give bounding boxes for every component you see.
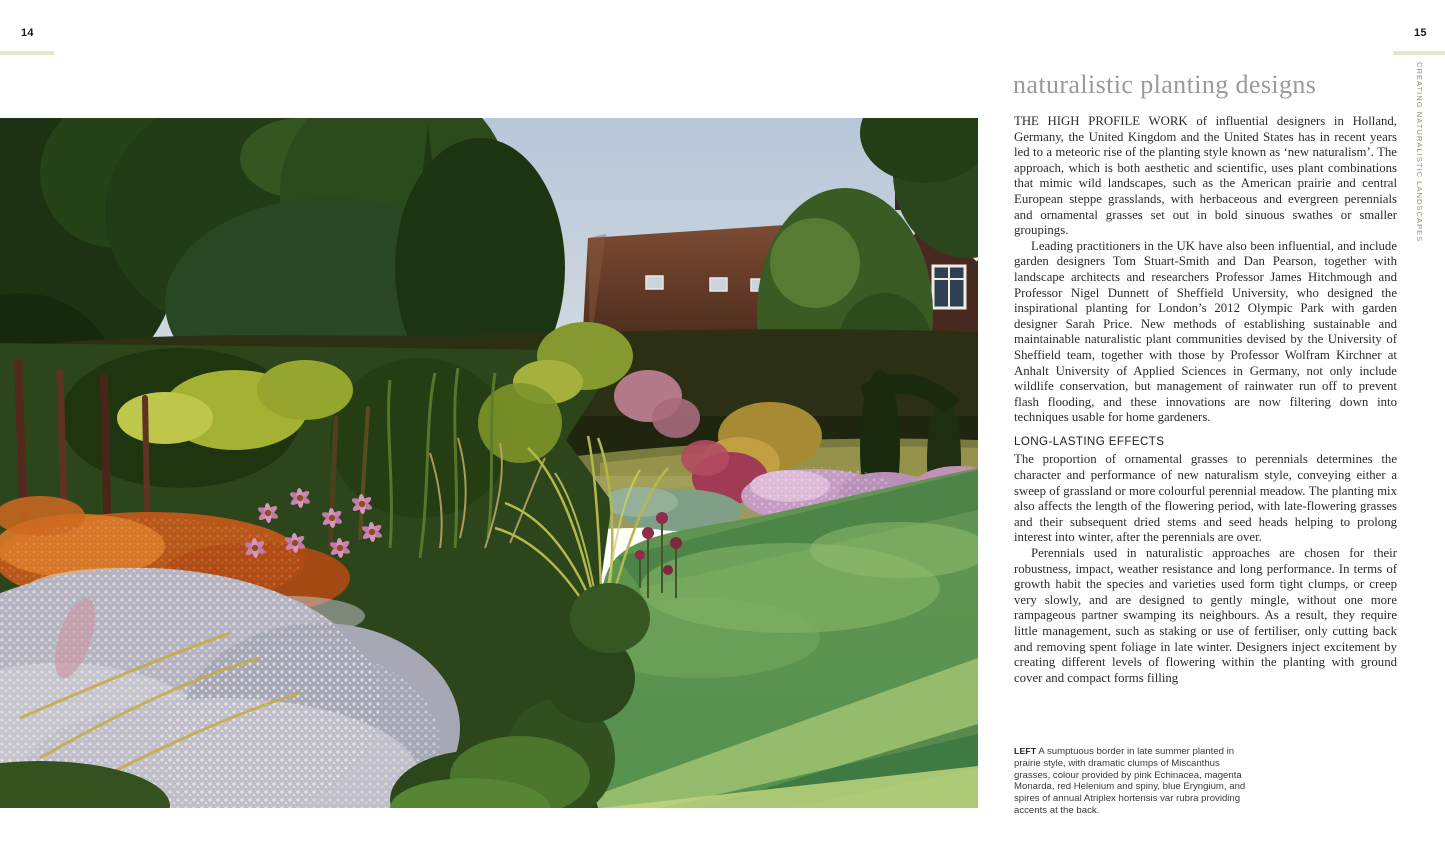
photo-caption — [1014, 746, 1256, 817]
article-body — [1014, 114, 1397, 686]
chapter-sidebar-text: CREATING NATURALISTIC LANDSCAPES — [1415, 62, 1424, 243]
left-page-number: 14 — [21, 27, 34, 39]
section-heading: LONG-LASTING EFFECTS — [1014, 434, 1165, 448]
right-page-number: 15 — [1414, 27, 1427, 39]
page-title: naturalistic planting designs — [1013, 70, 1317, 99]
caption-text: A sumptuous border in late summer planted in prairie style, with dramatic clumps of Miscanthus grasses, colour provided by pink Echinacea, magenta Monarda, red Helenium and spiny, blue Eryngium, and spires of annual Atriplex hortensis var rubra providing accents at the back. — [1014, 746, 1246, 816]
garden-photo — [0, 118, 978, 808]
right-header-rule — [1393, 51, 1445, 55]
left-header-rule — [0, 51, 54, 55]
paragraph-proportion: The proportion of ornamental grasses to perennials determines the character and performance of new naturalism style, conveying either a sweep of grassland or more colourful perennial meadow. The planting mix also affects the length of the flowering period, with late-flowering grasses and their subsequent dried stems and seed heads helping to prolong interest into winter, after the perennials are over. — [1014, 452, 1397, 545]
caption-label: LEFT — [1014, 746, 1037, 756]
paragraph-perennials: Perennials used in naturalistic approaches are chosen for their robustness, impact, weather resistance and long performance. In terms of growth habit the species and varieties used form tight clumps, or creep very slowly, and are designed to gently mingle, without one more rampageous partner swamping its neighbours. As a result, they require little management, such as staking or use of fertiliser, only cutting back and removing spent foliage in late winter. Designers inject excitement by creating different levels of flowering within the planting with ground cover and compact forms filling — [1014, 546, 1397, 685]
paragraph-practitioners: Leading practitioners in the UK have also been influential, and include garden designers Tom Stuart-Smith and Dan Pearson, together with landscape architects and researchers Professor James Hitchmough and Professor Nigel Dunnett of Sheffield University, who designed the inspirational planting for London’s 2012 Olympic Park with garden designer Sarah Price. New methods of establishing sustainable and maintainable naturalistic plant communities devised by the University of Sheffield team, together with those by Professor Wolfram Kirchner at Anhalt University of Applied Sciences in Germany, not only include wildlife conservation, but management of rainwater run off to prevent flash flooding, and these innovations are now filtering down into techniques usable for home gardeners. — [1014, 238, 1397, 425]
paragraph-intro: THE HIGH PROFILE WORK of influential designers in Holland, Germany, the United Kingdom and the United States has in recent years led to a meteoric rise of the planting style known as ‘new naturalism’. The approach, which is both aesthetic and scientific, uses plant combinations that mimic wild landscapes, such as the American prairie and central European steppe grasslands, with herbaceous and evergreen perennials and ornamental grasses set out in bold sinuous swathes or smaller groupings. — [1014, 114, 1397, 238]
